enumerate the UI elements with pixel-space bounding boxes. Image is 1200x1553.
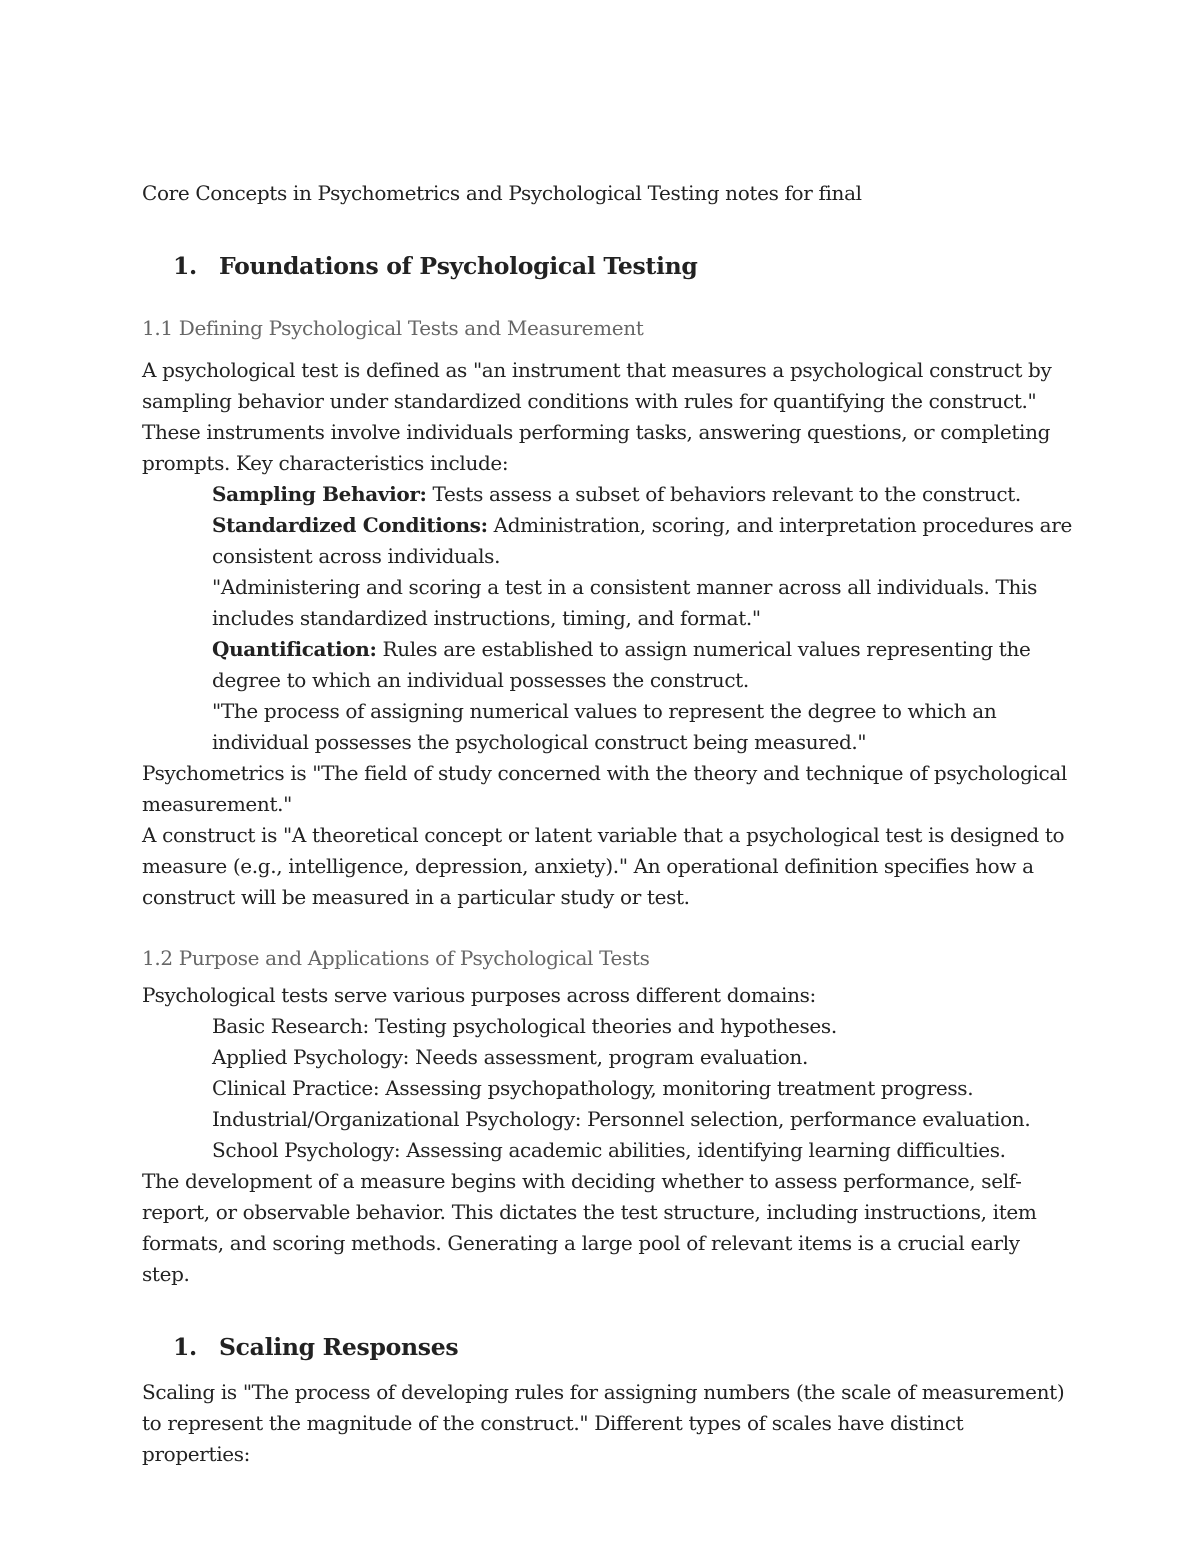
scaling-definition: Scaling is "The process of developing rules for assigning numbers (the scale of measurement) to represent the magnitude of the construct." Different types of scales have distinct properties:	[142, 1380, 1065, 1466]
document-page	[142, 178, 1072, 1470]
subsection-1-2-intro: Psychological tests serve various purposes across different domains:	[142, 983, 816, 1007]
psychometrics-definition: Psychometrics is "The field of study concerned with the theory and technique of psychological measurement."	[142, 761, 1067, 816]
document-title: Core Concepts in Psychometrics and Psychological Testing notes for final	[142, 181, 862, 205]
section-2-number: 1.	[173, 1333, 197, 1361]
list-item-sampling-behavior: Sampling Behavior: Tests assess a subset of behaviors relevant to the construct.	[212, 482, 1021, 506]
measure-development-paragraph: The development of a measure begins with deciding whether to assess performance, self-report, or observable behavior. This dictates the test structure, including instructions, item formats, and scoring methods. Generating a large pool of relevant items is a crucial early step.	[142, 1169, 1037, 1286]
term-standardized-conditions: Standardized Conditions:	[212, 513, 488, 537]
term-sampling-behavior: Sampling Behavior:	[212, 482, 427, 506]
list-item-io-psychology: Industrial/Organizational Psychology: Personnel selection, performance evaluation.	[212, 1107, 1031, 1131]
section-1-number: 1.	[173, 252, 197, 280]
list-item-clinical-practice: Clinical Practice: Assessing psychopathology, monitoring treatment progress.	[212, 1076, 974, 1100]
section-1-title: Foundations of Psychological Testing	[219, 252, 698, 280]
list-item-standardization-quote: "Administering and scoring a test in a consistent manner across all individuals. This includes standardized instructions, timing, and format."	[212, 575, 1037, 630]
construct-definition: A construct is "A theoretical concept or latent variable that a psychological test is designed to measure (e.g., intelligence, depression, anxiety)." An operational definition specifies how a construct will be measured in a particular study or test.	[142, 823, 1065, 909]
section-2-title: Scaling Responses	[219, 1333, 459, 1361]
list-item-school-psychology: School Psychology: Assessing academic abilities, identifying learning difficulties.	[212, 1138, 1006, 1162]
subsection-1-1-heading: 1.1 Defining Psychological Tests and Measurement	[142, 316, 644, 340]
subsection-1-1-intro: A psychological test is defined as "an instrument that measures a psychological construct by sampling behavior under standardized conditions with rules for quantifying the construct." These instruments involve individuals performing tasks, answering questions, or completing prompts. Key characteristics include:	[142, 358, 1052, 475]
subsection-1-2-heading: 1.2 Purpose and Applications of Psychological Tests	[142, 946, 650, 970]
list-item-standardized-conditions: Standardized Conditions: Administration, scoring, and interpretation procedures are consistent across individuals.	[212, 513, 1072, 568]
list-item-basic-research: Basic Research: Testing psychological theories and hypotheses.	[212, 1014, 837, 1038]
list-item-quantification-quote: "The process of assigning numerical values to represent the degree to which an individual possesses the psychological construct being measured."	[212, 699, 997, 754]
list-item-applied-psychology: Applied Psychology: Needs assessment, program evaluation.	[212, 1045, 808, 1069]
section-1-heading	[142, 249, 1072, 283]
section-2-heading	[142, 1330, 1072, 1364]
list-item-quantification: Quantification: Rules are established to assign numerical values representing the degree to which an individual possesses the construct.	[212, 637, 1031, 692]
term-quantification: Quantification:	[212, 637, 377, 661]
